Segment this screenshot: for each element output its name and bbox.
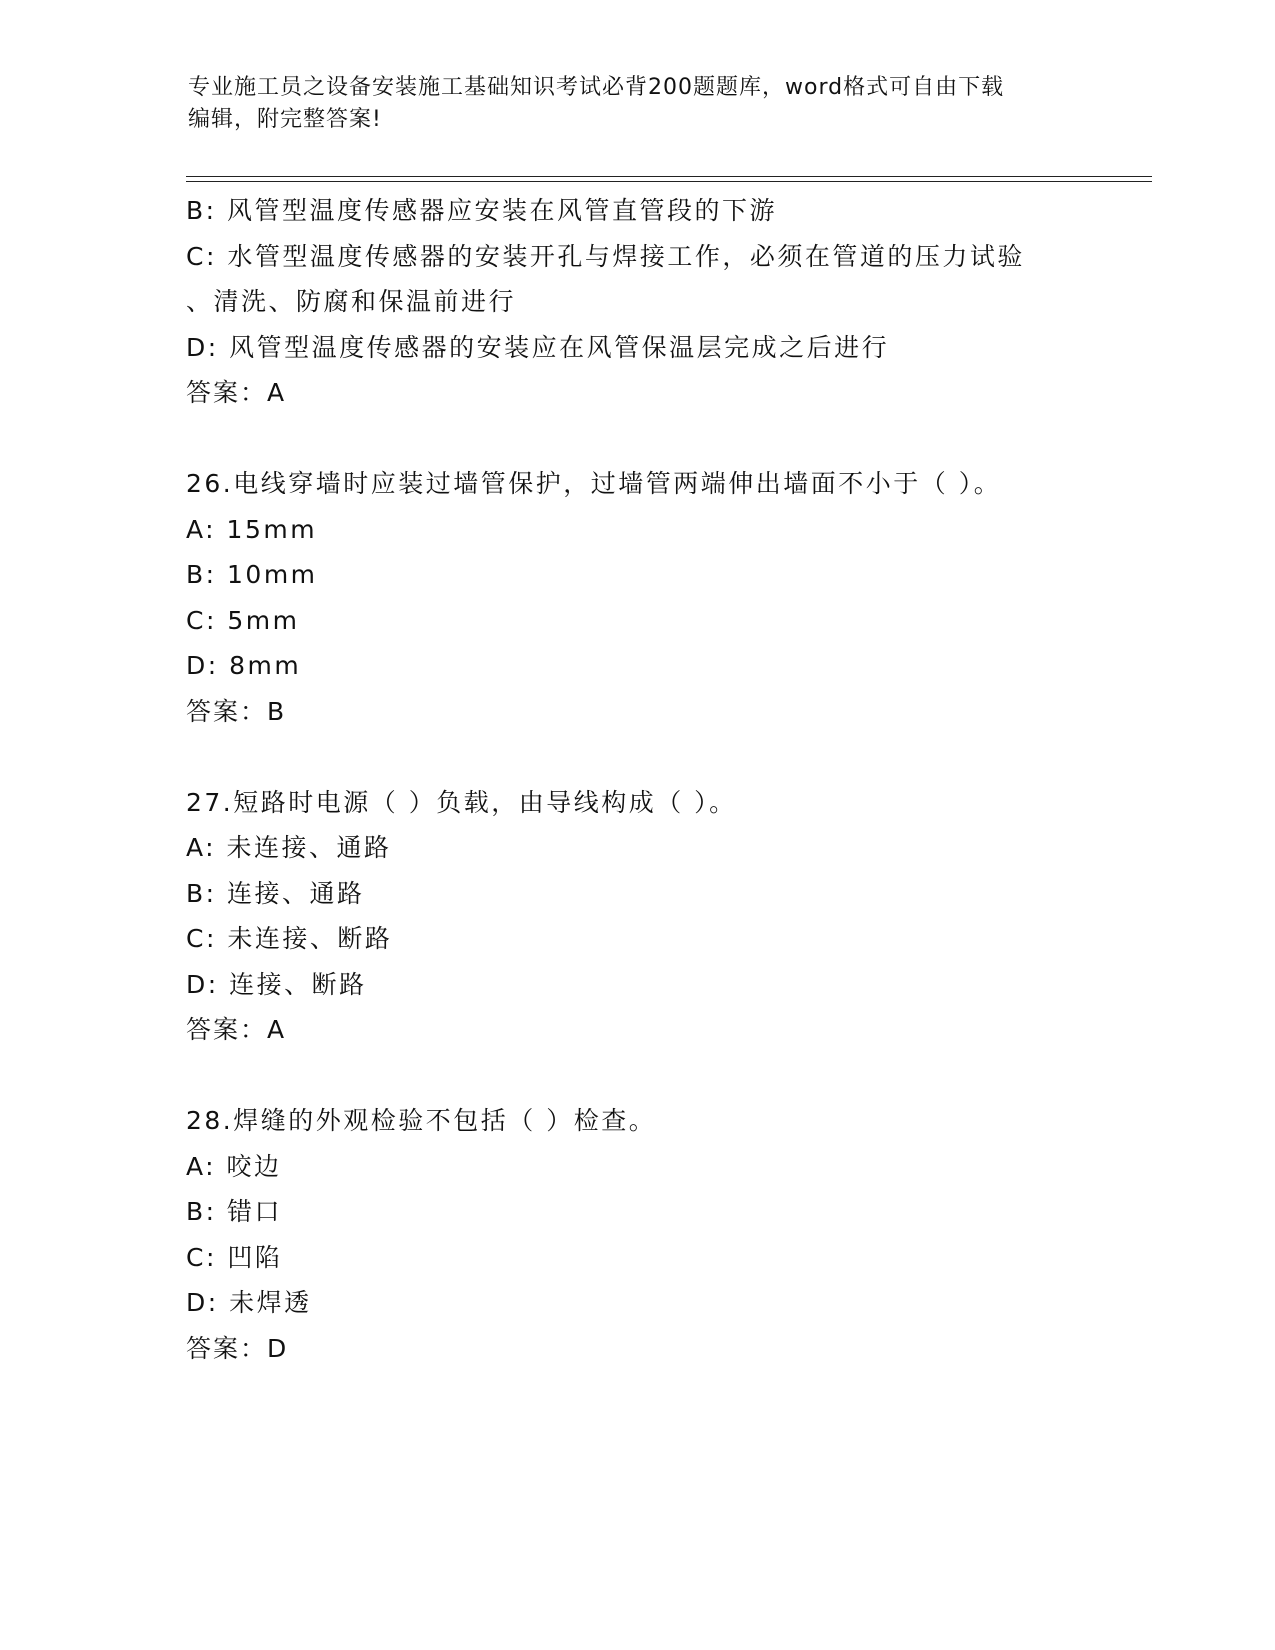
- answer: [186, 1326, 1106, 1372]
- option-c: C: 水管型温度传感器的安装开孔与焊接工作，必须在管道的压力试验: [186, 241, 1025, 271]
- spacer: [186, 734, 1106, 780]
- answer: [186, 370, 1106, 416]
- question-stem: 28.焊缝的外观检验不包括（ ）检查。: [186, 1106, 657, 1135]
- document-header: [188, 72, 1088, 136]
- answer-value: D: [267, 1333, 288, 1363]
- question-stem: 26.电线穿墙时应装过墙管保护，过墙管两端伸出墙面不小于（ ）。: [186, 469, 1002, 498]
- option-c: C: 凹陷: [186, 1242, 283, 1272]
- answer: [186, 689, 1106, 735]
- option-c-continued: 、清洗、防腐和保温前进行: [186, 287, 517, 316]
- answer-value: A: [267, 378, 286, 407]
- answer-label: 答案：: [186, 378, 268, 407]
- answer-value: A: [267, 1015, 286, 1044]
- spacer: [186, 1053, 1106, 1099]
- header-line-1: 专业施工员之设备安装施工基础知识考试必背200题题库，word格式可自由下载: [188, 75, 1005, 100]
- option-c: C: 5mm: [186, 605, 300, 635]
- option-c: C: 未连接、断路: [186, 924, 393, 953]
- answer-label: 答案：: [186, 696, 268, 726]
- question-28: [186, 1098, 1106, 1371]
- option-a: A: 未连接、通路: [186, 833, 392, 862]
- option-d: D: 8mm: [186, 651, 302, 680]
- option-b: B: 10mm: [186, 560, 318, 589]
- option-d: D: 连接、断路: [186, 969, 367, 999]
- option-a: A: 咬边: [186, 1151, 282, 1181]
- option-b: B: 错口: [186, 1197, 283, 1226]
- option-d: D: 风管型温度传感器的安装应在风管保温层完成之后进行: [186, 332, 890, 362]
- header-divider-bottom: [186, 181, 1152, 182]
- answer-label: 答案：: [186, 1333, 268, 1363]
- option-d: D: 未焊透: [186, 1288, 312, 1317]
- question-list: [186, 188, 1106, 1371]
- option-b: B: 风管型温度传感器应安装在风管直管段的下游: [186, 196, 778, 225]
- header-line-2: 编辑，附完整答案!: [188, 107, 382, 132]
- question-26: [186, 461, 1106, 734]
- option-a: A: 15mm: [186, 514, 318, 544]
- answer-value: B: [267, 696, 286, 726]
- option-b: B: 连接、通路: [186, 878, 365, 908]
- question-27: [186, 780, 1106, 1053]
- question-stem: 27.短路时电源（ ）负载，由导线构成（ ）。: [186, 787, 737, 817]
- answer: [186, 1007, 1106, 1053]
- answer-label: 答案：: [186, 1015, 268, 1044]
- header-divider-top: [186, 176, 1152, 177]
- spacer: [186, 416, 1106, 462]
- question-25-continued: [186, 188, 1106, 416]
